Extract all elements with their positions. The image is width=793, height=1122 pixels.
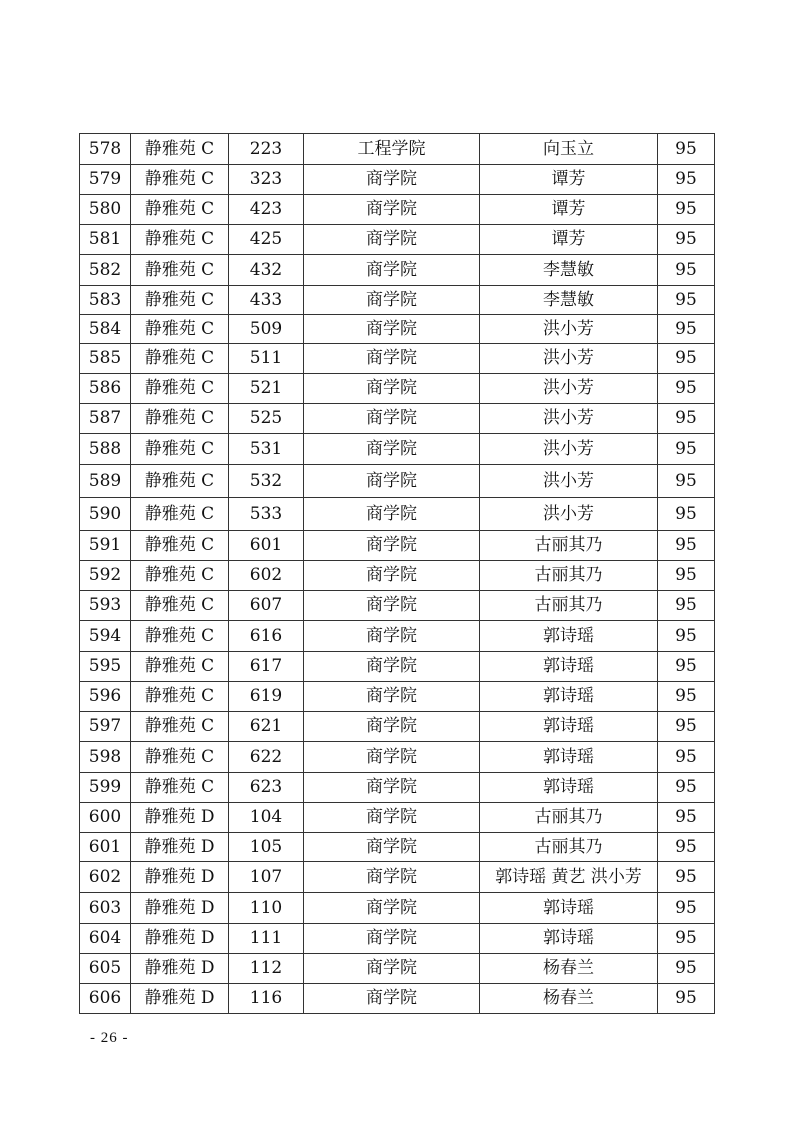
name-cell: 郭诗瑶: [480, 621, 658, 652]
name-cell: 洪小芳: [480, 315, 658, 344]
college-cell: 商学院: [304, 561, 480, 591]
score-cell: 95: [658, 833, 715, 862]
room-cell: 107: [229, 862, 304, 893]
score-cell: 95: [658, 682, 715, 712]
room-cell: 525: [229, 404, 304, 434]
building-cell: 静雅苑 C: [131, 434, 229, 465]
score-cell: 95: [658, 954, 715, 984]
college-cell: 商学院: [304, 165, 480, 195]
row-number-cell: 586: [80, 374, 131, 404]
room-cell: 621: [229, 712, 304, 742]
table-body: [80, 134, 715, 1014]
name-cell: 郭诗瑶: [480, 893, 658, 924]
room-cell: 425: [229, 225, 304, 255]
table-row: [80, 652, 715, 682]
row-number-cell: 601: [80, 833, 131, 862]
row-number-cell: 584: [80, 315, 131, 344]
college-cell: 商学院: [304, 893, 480, 924]
table-row: [80, 404, 715, 434]
row-number-cell: 582: [80, 255, 131, 286]
building-cell: 静雅苑 C: [131, 225, 229, 255]
row-number-cell: 596: [80, 682, 131, 712]
row-number-cell: 598: [80, 742, 131, 773]
row-number-cell: 587: [80, 404, 131, 434]
score-cell: 95: [658, 561, 715, 591]
college-cell: 商学院: [304, 225, 480, 255]
room-cell: 607: [229, 591, 304, 621]
name-cell: 郭诗瑶: [480, 924, 658, 954]
score-cell: 95: [658, 652, 715, 682]
building-cell: 静雅苑 C: [131, 195, 229, 225]
table-row: [80, 833, 715, 862]
room-cell: 223: [229, 134, 304, 165]
college-cell: 商学院: [304, 531, 480, 561]
college-cell: 商学院: [304, 803, 480, 833]
row-number-cell: 603: [80, 893, 131, 924]
building-cell: 静雅苑 C: [131, 591, 229, 621]
score-cell: 95: [658, 255, 715, 286]
college-cell: 商学院: [304, 374, 480, 404]
name-cell: 杨春兰: [480, 954, 658, 984]
room-cell: 532: [229, 465, 304, 498]
building-cell: 静雅苑 C: [131, 344, 229, 374]
college-cell: 商学院: [304, 924, 480, 954]
college-cell: 商学院: [304, 712, 480, 742]
building-cell: 静雅苑 C: [131, 134, 229, 165]
dormitory-table: [79, 133, 715, 1014]
name-cell: 谭芳: [480, 165, 658, 195]
room-cell: 622: [229, 742, 304, 773]
room-cell: 623: [229, 773, 304, 803]
college-cell: 商学院: [304, 954, 480, 984]
row-number-cell: 594: [80, 621, 131, 652]
table-row: [80, 954, 715, 984]
row-number-cell: 589: [80, 465, 131, 498]
room-cell: 509: [229, 315, 304, 344]
score-cell: 95: [658, 344, 715, 374]
building-cell: 静雅苑 C: [131, 498, 229, 531]
college-cell: 商学院: [304, 773, 480, 803]
name-cell: 洪小芳: [480, 434, 658, 465]
row-number-cell: 602: [80, 862, 131, 893]
name-cell: 古丽其乃: [480, 561, 658, 591]
row-number-cell: 579: [80, 165, 131, 195]
building-cell: 静雅苑 C: [131, 165, 229, 195]
score-cell: 95: [658, 434, 715, 465]
name-cell: 谭芳: [480, 225, 658, 255]
score-cell: 95: [658, 924, 715, 954]
table-row: [80, 984, 715, 1014]
row-number-cell: 605: [80, 954, 131, 984]
row-number-cell: 590: [80, 498, 131, 531]
page-number: - 26 -: [90, 1030, 129, 1046]
score-cell: 95: [658, 134, 715, 165]
college-cell: 商学院: [304, 498, 480, 531]
score-cell: 95: [658, 893, 715, 924]
name-cell: 郭诗瑶: [480, 742, 658, 773]
score-cell: 95: [658, 315, 715, 344]
college-cell: 商学院: [304, 742, 480, 773]
row-number-cell: 592: [80, 561, 131, 591]
name-cell: 郭诗瑶: [480, 712, 658, 742]
table-row: [80, 195, 715, 225]
table-row: [80, 591, 715, 621]
college-cell: 商学院: [304, 591, 480, 621]
building-cell: 静雅苑 C: [131, 255, 229, 286]
room-cell: 511: [229, 344, 304, 374]
score-cell: 95: [658, 465, 715, 498]
room-cell: 105: [229, 833, 304, 862]
score-cell: 95: [658, 773, 715, 803]
room-cell: 533: [229, 498, 304, 531]
score-cell: 95: [658, 621, 715, 652]
table-row: [80, 773, 715, 803]
building-cell: 静雅苑 C: [131, 315, 229, 344]
name-cell: 洪小芳: [480, 374, 658, 404]
table-row: [80, 465, 715, 498]
row-number-cell: 588: [80, 434, 131, 465]
row-number-cell: 604: [80, 924, 131, 954]
row-number-cell: 580: [80, 195, 131, 225]
score-cell: 95: [658, 591, 715, 621]
building-cell: 静雅苑 D: [131, 803, 229, 833]
college-cell: 商学院: [304, 682, 480, 712]
college-cell: 商学院: [304, 434, 480, 465]
table-row: [80, 374, 715, 404]
room-cell: 323: [229, 165, 304, 195]
building-cell: 静雅苑 C: [131, 465, 229, 498]
college-cell: 商学院: [304, 286, 480, 315]
name-cell: 李慧敏: [480, 255, 658, 286]
building-cell: 静雅苑 C: [131, 404, 229, 434]
row-number-cell: 581: [80, 225, 131, 255]
college-cell: 商学院: [304, 344, 480, 374]
score-cell: 95: [658, 498, 715, 531]
building-cell: 静雅苑 C: [131, 742, 229, 773]
table-row: [80, 712, 715, 742]
name-cell: 郭诗瑶 黄艺 洪小芳: [480, 862, 658, 893]
building-cell: 静雅苑 C: [131, 374, 229, 404]
building-cell: 静雅苑 C: [131, 561, 229, 591]
row-number-cell: 606: [80, 984, 131, 1014]
name-cell: 李慧敏: [480, 286, 658, 315]
college-cell: 商学院: [304, 621, 480, 652]
college-cell: 商学院: [304, 315, 480, 344]
score-cell: 95: [658, 862, 715, 893]
college-cell: 商学院: [304, 862, 480, 893]
table-row: [80, 682, 715, 712]
room-cell: 616: [229, 621, 304, 652]
name-cell: 洪小芳: [480, 404, 658, 434]
score-cell: 95: [658, 803, 715, 833]
college-cell: 商学院: [304, 833, 480, 862]
room-cell: 521: [229, 374, 304, 404]
college-cell: 商学院: [304, 984, 480, 1014]
room-cell: 110: [229, 893, 304, 924]
table-row: [80, 134, 715, 165]
row-number-cell: 593: [80, 591, 131, 621]
score-cell: 95: [658, 742, 715, 773]
building-cell: 静雅苑 C: [131, 621, 229, 652]
name-cell: 古丽其乃: [480, 833, 658, 862]
building-cell: 静雅苑 D: [131, 954, 229, 984]
table-row: [80, 803, 715, 833]
building-cell: 静雅苑 C: [131, 286, 229, 315]
score-cell: 95: [658, 195, 715, 225]
name-cell: 古丽其乃: [480, 531, 658, 561]
building-cell: 静雅苑 C: [131, 682, 229, 712]
room-cell: 423: [229, 195, 304, 225]
table-row: [80, 924, 715, 954]
room-cell: 116: [229, 984, 304, 1014]
room-cell: 432: [229, 255, 304, 286]
name-cell: 郭诗瑶: [480, 682, 658, 712]
name-cell: 洪小芳: [480, 498, 658, 531]
table-row: [80, 225, 715, 255]
row-number-cell: 597: [80, 712, 131, 742]
table-row: [80, 742, 715, 773]
score-cell: 95: [658, 165, 715, 195]
room-cell: 619: [229, 682, 304, 712]
name-cell: 古丽其乃: [480, 803, 658, 833]
row-number-cell: 585: [80, 344, 131, 374]
building-cell: 静雅苑 D: [131, 833, 229, 862]
building-cell: 静雅苑 C: [131, 773, 229, 803]
room-cell: 601: [229, 531, 304, 561]
score-cell: 95: [658, 374, 715, 404]
row-number-cell: 591: [80, 531, 131, 561]
college-cell: 商学院: [304, 652, 480, 682]
table-row: [80, 255, 715, 286]
table-row: [80, 893, 715, 924]
table-row: [80, 531, 715, 561]
name-cell: 杨春兰: [480, 984, 658, 1014]
name-cell: 谭芳: [480, 195, 658, 225]
score-cell: 95: [658, 984, 715, 1014]
name-cell: 郭诗瑶: [480, 652, 658, 682]
score-cell: 95: [658, 531, 715, 561]
row-number-cell: 599: [80, 773, 131, 803]
table-row: [80, 315, 715, 344]
score-cell: 95: [658, 225, 715, 255]
table-row: [80, 862, 715, 893]
building-cell: 静雅苑 D: [131, 924, 229, 954]
college-cell: 商学院: [304, 255, 480, 286]
building-cell: 静雅苑 C: [131, 652, 229, 682]
table-row: [80, 561, 715, 591]
room-cell: 112: [229, 954, 304, 984]
college-cell: 商学院: [304, 465, 480, 498]
row-number-cell: 600: [80, 803, 131, 833]
college-cell: 商学院: [304, 195, 480, 225]
room-cell: 111: [229, 924, 304, 954]
table-row: [80, 621, 715, 652]
building-cell: 静雅苑 C: [131, 531, 229, 561]
room-cell: 433: [229, 286, 304, 315]
row-number-cell: 578: [80, 134, 131, 165]
room-cell: 617: [229, 652, 304, 682]
building-cell: 静雅苑 D: [131, 862, 229, 893]
table-row: [80, 434, 715, 465]
college-cell: 商学院: [304, 404, 480, 434]
name-cell: 郭诗瑶: [480, 773, 658, 803]
room-cell: 104: [229, 803, 304, 833]
row-number-cell: 583: [80, 286, 131, 315]
row-number-cell: 595: [80, 652, 131, 682]
table-row: [80, 498, 715, 531]
score-cell: 95: [658, 286, 715, 315]
building-cell: 静雅苑 D: [131, 984, 229, 1014]
name-cell: 向玉立: [480, 134, 658, 165]
score-cell: 95: [658, 404, 715, 434]
table-row: [80, 165, 715, 195]
building-cell: 静雅苑 C: [131, 712, 229, 742]
table-row: [80, 344, 715, 374]
name-cell: 洪小芳: [480, 465, 658, 498]
score-cell: 95: [658, 712, 715, 742]
building-cell: 静雅苑 D: [131, 893, 229, 924]
room-cell: 602: [229, 561, 304, 591]
name-cell: 古丽其乃: [480, 591, 658, 621]
table-row: [80, 286, 715, 315]
name-cell: 洪小芳: [480, 344, 658, 374]
room-cell: 531: [229, 434, 304, 465]
college-cell: 工程学院: [304, 134, 480, 165]
